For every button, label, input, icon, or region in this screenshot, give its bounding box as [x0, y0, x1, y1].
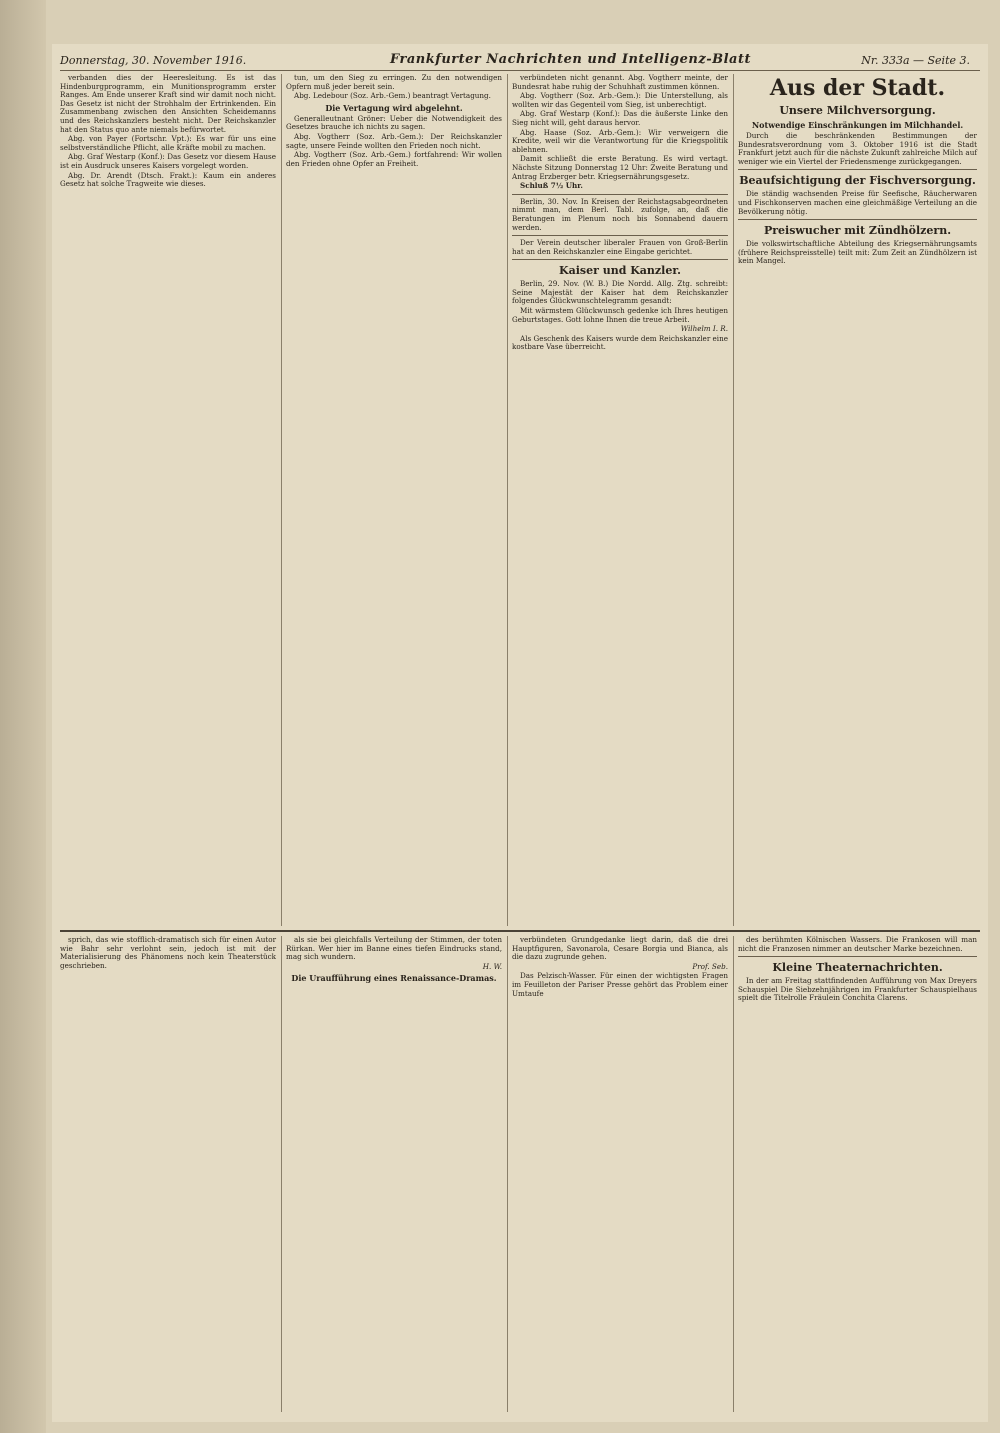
divider — [738, 956, 977, 957]
bottom-column-4 — [738, 936, 982, 1412]
fisch-heading: Beaufsichtigung der Fischversorgung. — [739, 174, 976, 188]
col2-speaker1: Abg. Ledebour (Soz. Arb.-Gem.) beantragt Vertagung. — [294, 91, 491, 101]
col3-speaker2: Abg. Graf Westarp (Konf.): Das die äußerste Linke den Sieg nicht will, geht daraus hervor. — [512, 109, 728, 127]
divider — [738, 169, 977, 170]
col3-closing: Damit schließt die erste Beratung. Es wird vertagt. Nächste Sitzung Donnerstag 12 Uhr: Zweite Beratung und Antrag Erzberger betr. Kriegsernährungsgesetz. — [512, 154, 728, 181]
column-4 — [738, 74, 982, 926]
bottom-c2-text: als sie bei gleichfalls Verteilung der Stimmen, der toten Rürkan. Wer hier im Banne eines tiefen Eindrucks stand, mag sich wundern. — [286, 936, 502, 962]
section-heading-stadt: Aus der Stadt. — [769, 75, 946, 101]
bottom-c2-signature: H. W. — [482, 961, 502, 971]
divider — [738, 219, 977, 220]
issue-number: Nr. 333a — Seite 3. — [861, 54, 970, 67]
milch-heading: Unsere Milchversorgung. — [779, 104, 936, 117]
col3-speaker1: Abg. Vogtherr (Soz. Arb.-Gem.): Die Unterstellung, als wollten wir das Gegenteil vom Sieg, ist unberechtigt. — [512, 91, 728, 109]
bottom-c3b-text: Das Pelzisch-Wasser. Für einen der wichtigsten Fragen im Feuilleton der Pariser Presse gehört das Problem einer Umtaufe — [512, 971, 728, 998]
kaiser-text: Berlin, 29. Nov. (W. B.) Die Nordd. Allg. Ztg. schreibt: Seine Majestät der Kaiser hat dem Reichskanzler folgendes Glückwunschtelegramm gesandt: — [512, 279, 728, 306]
page-header — [60, 52, 980, 71]
theater-text: In der am Freitag stattfindenden Aufführung von Max Dreyers Schauspiel Die Siebzehnjährigen im Frankfurter Schauspielhaus spielt die Titelrolle Fräulein Conchita Clarens. — [738, 976, 977, 1003]
issue-date: Donnerstag, 30. November 1916. — [60, 54, 247, 67]
bottom-c3-text: verbündeten Grundgedanke liegt darin, daß die drei Hauptfiguren, Savonarola, Cesare Borgia und Bianca, als die dazu zugrunde gehen. — [512, 936, 728, 962]
fisch-text: Die ständig wachsenden Preise für Seefische, Räucherwaren und Fischkonserven machen eine gleichmäßige Verteilung an die Bevölkerung nötig. — [738, 189, 977, 216]
zuendholz-text: Die volkswirtschaftliche Abteilung des Kriegsernährungsamts (frühere Reichspreisstelle) teilt mit: Zum Zeit an Zündhölzern ist kein Mangel. — [738, 239, 977, 266]
col2-speaker4: Abg. Vogtherr (Soz. Arb.-Gem.) fortfahrend: Wir wollen den Frieden ohne Opfer an Freiheit. — [286, 150, 502, 168]
col3-frauen: Der Verein deutscher liberaler Frauen von Groß-Berlin hat an den Reichskanzler eine Eingabe gerichtet. — [512, 238, 728, 256]
column-3 — [512, 74, 734, 926]
divider — [512, 235, 728, 236]
kaiser-heading: Kaiser und Kanzler. — [559, 264, 681, 278]
theater-heading: Kleine Theaternachrichten. — [772, 961, 943, 975]
divider — [512, 194, 728, 195]
bottom-column-3 — [512, 936, 734, 1412]
bottom-c1-text: sprich, das wie stofflich-dramatisch sich für einen Autor wie Bahr sehr verlohnt sein, jedoch ist mit der Materialisierung des Phänomens noch kein Theaterstück geschrieben. — [60, 936, 276, 970]
col1-speaker1: Abg. von Payer (Fortschr. Vpt.): Es war für uns eine selbstverständliche Pflicht, alle Kräfte mobil zu machen. — [60, 134, 276, 152]
col2-speaker3: Abg. Vogtherr (Soz. Arb.-Gem.): Der Reichskanzler sagte, unsere Feinde wollten den Frieden noch nicht. — [286, 131, 502, 150]
col3-lead: verbündeten nicht genannt. Abg. Vogtherr meinte, der Bundesrat habe ruhig der Schuhhaft zustimmen können. — [512, 74, 728, 91]
col1-lead: verbanden dies der Heeresleitung. Es ist das Hindenburgprogramm, ein Munitionsprogramm erster Ranges. Am Ende unserer Kraft sind wir damit noch nicht. Das Gesetz ist nicht der Strohhalm der Ertrinkenden. Ein Zusammenbang zwischen den Ansichten Scheidemanns und des Reichskanzlers besteht nicht. Der Reichskanzler hat den Status quo ante niemals befürwortet. — [60, 74, 276, 134]
kaiser-signature: Wilhelm I. R. — [680, 324, 728, 334]
feuilleton-divider — [60, 930, 980, 932]
bottom-column-1 — [60, 936, 282, 1412]
col3-end: Schluß 7½ Uhr. — [520, 181, 583, 191]
newspaper-title: Frankfurter Nachrichten und Intelligenz-Blatt — [390, 52, 751, 67]
milch-subheading: Notwendige Einschränkungen im Milchhandel. — [751, 120, 964, 130]
kaiser-after: Als Geschenk des Kaisers wurde dem Reichskanzler eine kostbare Vase überreicht. — [512, 333, 728, 352]
bottom-c3-signature: Prof. Seb. — [692, 961, 728, 971]
col2-lead: tun, um den Sieg zu erringen. Zu den notwendigen Opfern muß jeder bereit sein. — [286, 74, 502, 91]
kaiser-quote: Mit wärmstem Glückwunsch gedenke ich Ihres heutigen Geburtstages. Gott lohne Ihnen die treue Arbeit. — [512, 306, 728, 324]
column-1 — [60, 74, 282, 926]
milch-text: Durch die beschränkenden Bestimmungen der Bundesratsverordnung vom 3. Oktober 1916 ist die Stadt Frankfurt jetzt auch für die nächste Zukunft zahlreiche Milch auf weniger wie ein Viertel der Friedensmenge zurückgegangen. — [738, 131, 977, 166]
col2-vote: Die Vertagung wird abgelehnt. — [325, 102, 463, 113]
col2-speaker2: Generalleutnant Gröner: Ueber die Notwendigkeit des Gesetzes brauche ich nichts zu sagen. — [286, 113, 502, 132]
col1-speaker3: Abg. Dr. Arendt (Dtsch. Frakt.): Kaum ein anderes Gesetz hat solche Tragweite wie dieses. — [60, 170, 276, 189]
column-2 — [286, 74, 508, 926]
bottom-column-2 — [286, 936, 508, 1412]
zuendholz-heading: Preiswucher mit Zündhölzern. — [763, 224, 952, 238]
col3-berlin: Berlin, 30. Nov. In Kreisen der Reichstagsabgeordneten nimmt man, dem Berl. Tabl. zufolge, an, daß die Beratungen im Plenum noch bis Sonnabend dauern werden. — [512, 196, 728, 232]
renaissance-heading: Die Uraufführung eines Renaissance-Dramas. — [291, 973, 497, 984]
col1-speaker2: Abg. Graf Westarp (Konf.): Das Gesetz vor diesem Hause ist ein Ausdruck unseres Kaisers vorgelegt worden. — [60, 152, 276, 170]
bottom-c4-text: des berühmten Kölnischen Wassers. Die Frankosen will man nicht die Franzosen nimmer an deutscher Marke bezeichnen. — [738, 936, 977, 953]
divider — [512, 259, 728, 260]
col3-speaker3: Abg. Haase (Soz. Arb.-Gem.): Wir verweigern die Kredite, weil wir die Verantwortung für die Kriegspolitik ablehnen. — [512, 127, 728, 154]
page-gutter — [0, 0, 46, 1433]
